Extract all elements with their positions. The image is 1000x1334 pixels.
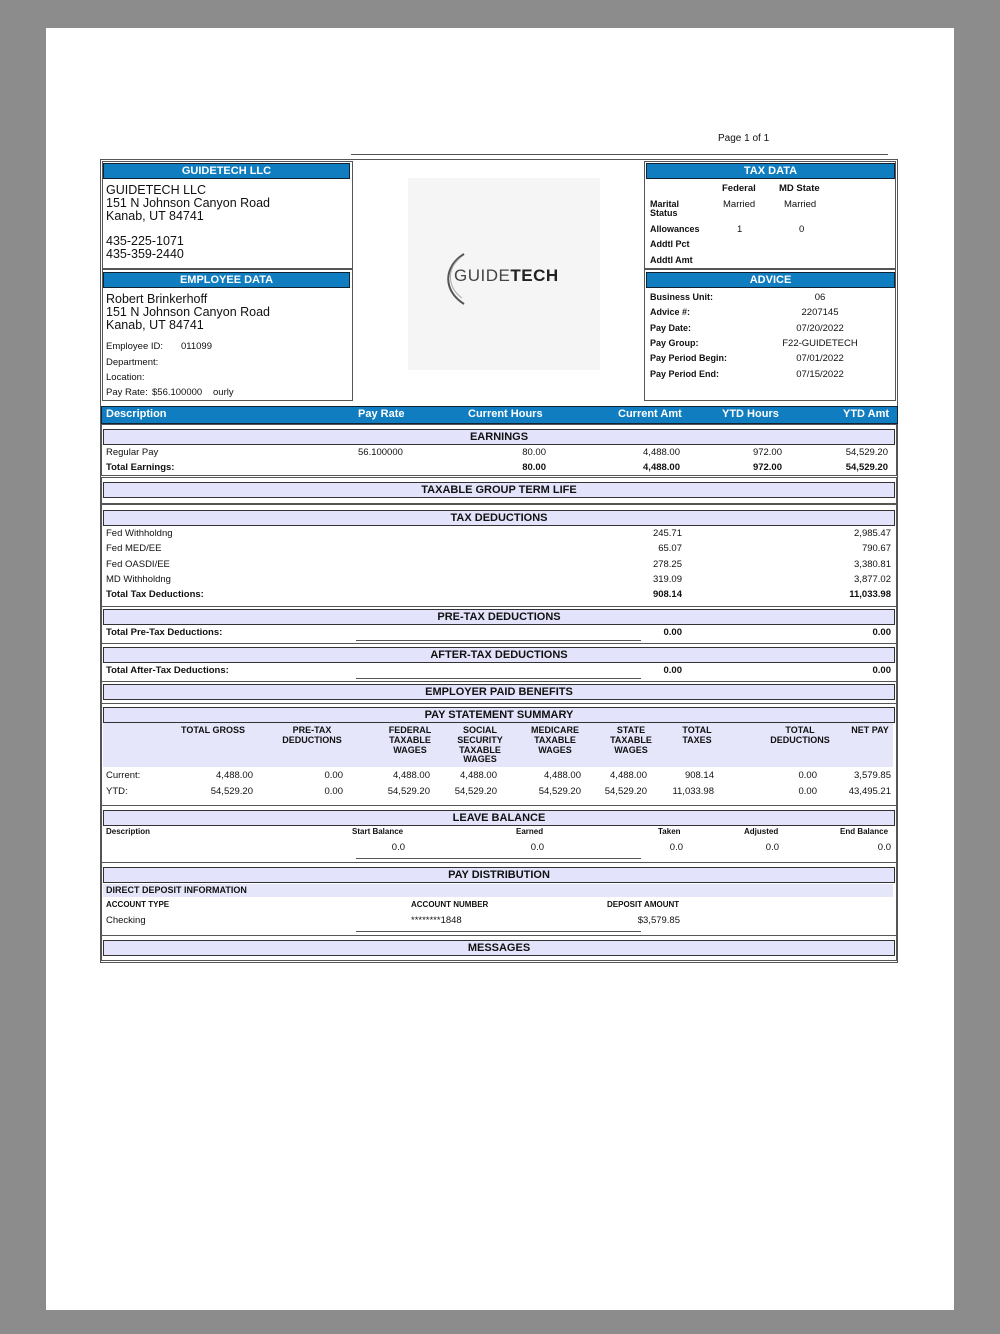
after-tax-total-amt: 0.00: [663, 665, 682, 676]
paystub-page: [46, 28, 954, 1310]
advice-row-label: Pay Date:: [650, 322, 692, 333]
tax-row-amt: 278.25: [652, 558, 682, 570]
advice-header: ADVICE: [646, 272, 895, 288]
summary-current-value: 3,579.85: [854, 770, 891, 781]
summary-col-header: SECURITY: [457, 734, 503, 745]
summary-col-header: DEDUCTIONS: [282, 734, 342, 745]
summary-current-value: 0.00: [324, 770, 343, 781]
marital-state: Married: [784, 199, 817, 210]
pay-rate-suffix: ourly: [213, 387, 234, 398]
total-earnings-amt: 4,488.00: [643, 462, 680, 473]
regular-pay-rate: 56.100000: [358, 447, 403, 458]
employee-header: EMPLOYEE DATA: [103, 272, 350, 288]
summary-current-value: 4,488.00: [393, 770, 430, 781]
account-type-col: ACCOUNT TYPE: [106, 900, 170, 909]
summary-col-header: MEDICARE: [530, 725, 579, 735]
tax-row-label: MD Withholdng: [106, 573, 171, 585]
logo-text: [454, 267, 559, 284]
pre-tax-rule: [356, 640, 641, 641]
regular-pay-ytd-hours: 972.00: [752, 447, 782, 458]
advice-row-label: Pay Period End:: [650, 368, 720, 379]
advice-row-value: 07/15/2022: [796, 368, 844, 380]
tax-col-state: MD State: [779, 183, 820, 194]
summary-ytd-value: 0.00: [324, 786, 343, 797]
advice-row-value: 07/20/2022: [796, 322, 844, 334]
summary-col-header: TAXABLE: [459, 744, 501, 755]
leave-rule: [356, 858, 641, 859]
tax-row-ytd: 2,985.47: [854, 528, 891, 539]
total-earnings-ytd-amt: 54,529.20: [845, 462, 888, 473]
after-tax-total-ytd: 0.00: [872, 665, 891, 676]
employer-benefits-header: EMPLOYER PAID BENEFITS: [103, 684, 895, 700]
summary-ytd-value: 54,529.20: [604, 786, 647, 797]
total-earnings-ytd-hours: 972.00: [752, 462, 782, 473]
pre-tax-total-label: Total Pre-Tax Deductions:: [106, 627, 223, 638]
tax-row-ytd: 3,877.02: [854, 573, 891, 585]
distribution-header: PAY DISTRIBUTION: [103, 867, 895, 883]
col-current-amt: Current Amt: [618, 408, 682, 420]
regular-pay-amt: 4,488.00: [643, 447, 680, 458]
regular-pay-label: Regular Pay: [106, 447, 159, 458]
leave-col-header: Taken: [658, 827, 681, 836]
pay-rate-value: $56.100000: [152, 387, 203, 398]
summary-ytd-value: 0.00: [798, 786, 817, 797]
tax-col-federal: Federal: [722, 183, 756, 194]
summary-current-value: 4,488.00: [460, 770, 497, 781]
leave-value: 0.0: [530, 842, 544, 853]
total-earnings-hours: 80.00: [522, 462, 546, 473]
col-ytd-amt: YTD Amt: [843, 408, 890, 420]
regular-pay-ytd-amt: 54,529.20: [845, 447, 888, 458]
summary-col-header: TOTAL: [785, 725, 815, 735]
summary-current-value: 0.00: [798, 770, 817, 781]
total-tax-amt: 908.14: [652, 589, 682, 600]
leave-col-header: Adjusted: [744, 827, 779, 836]
tax-row-amt: 65.07: [658, 543, 682, 555]
summary-current-value: 4,488.00: [610, 770, 647, 781]
account-number-value: ********1848: [411, 915, 462, 926]
addtl-pct-label: Addtl Pct: [650, 239, 690, 249]
summary-col-header: WAGES: [463, 754, 497, 765]
pre-tax-header: PRE-TAX DEDUCTIONS: [103, 609, 895, 625]
leave-value: 0.0: [765, 842, 779, 853]
company-name: GUIDETECH LLC: [106, 183, 207, 197]
summary-current-label: Current:: [106, 770, 141, 781]
summary-ytd-label: YTD:: [106, 786, 128, 797]
advice-box: [644, 269, 896, 401]
leave-header: LEAVE BALANCE: [103, 810, 895, 826]
leave-value: 0.0: [877, 842, 891, 853]
employee-id-label: Employee ID:: [106, 341, 164, 352]
logo-text-light: GUIDE: [454, 266, 511, 285]
advice-row-label: Advice #:: [650, 307, 691, 318]
leave-col-header: Start Balance: [352, 827, 404, 836]
after-tax-header: AFTER-TAX DEDUCTIONS: [103, 647, 895, 663]
summary-header: PAY STATEMENT SUMMARY: [103, 707, 895, 723]
col-current-hours: Current Hours: [468, 408, 543, 420]
company-header: GUIDETECH LLC: [103, 163, 350, 179]
summary-col-header: PRE-TAX: [292, 725, 332, 735]
summary-col-header: SOCIAL: [462, 725, 497, 735]
earnings-header: EARNINGS: [103, 429, 895, 445]
leave-col-header: Description: [106, 827, 151, 836]
summary-col-header: FEDERAL: [388, 725, 432, 735]
total-earnings-label: Total Earnings:: [106, 462, 175, 473]
messages-header: MESSAGES: [103, 940, 895, 956]
deposit-amount-col: DEPOSIT AMOUNT: [607, 900, 680, 909]
company-phone1: 435-225-1071: [106, 234, 184, 248]
marital-label-1: Marital: [650, 199, 680, 209]
total-tax-label: Total Tax Deductions:: [106, 589, 204, 600]
company-phone2: 435-359-2440: [106, 247, 184, 261]
col-pay-rate: Pay Rate: [358, 408, 405, 420]
marital-federal: Married: [723, 199, 756, 210]
tax-row-label: Fed OASDI/EE: [106, 558, 170, 570]
leave-col-header: Earned: [516, 827, 544, 836]
advice-row-value: F22-GUIDETECH: [782, 337, 858, 349]
page-label: Page 1 of 1: [718, 133, 770, 144]
summary-ytd-value: 11,033.98: [672, 786, 714, 797]
regular-pay-hours: 80.00: [522, 447, 546, 458]
deposit-info-header: DIRECT DEPOSIT INFORMATION: [106, 885, 247, 895]
summary-col-header: TOTAL: [682, 725, 712, 735]
summary-ytd-value: 54,529.20: [538, 786, 581, 797]
summary-col-header: STATE: [616, 725, 646, 735]
distribution-rule: [356, 931, 641, 932]
col-description: Description: [106, 408, 167, 420]
leave-value: 0.0: [669, 842, 683, 853]
tax-row-amt: 245.71: [652, 528, 682, 539]
department-label: Department:: [106, 357, 159, 368]
summary-ytd-value: 54,529.20: [387, 786, 430, 797]
allowances-label: Allowances: [650, 224, 700, 234]
addtl-amt-label: Addtl Amt: [650, 255, 693, 265]
deposit-amount-value: $3,579.85: [637, 915, 680, 926]
summary-current-value: 4,488.00: [216, 770, 253, 781]
tax-row-label: Fed MED/EE: [106, 543, 162, 555]
summary-col-header: DEDUCTIONS: [770, 734, 830, 745]
tax-row-label: Fed Withholdng: [106, 528, 173, 539]
employee-address2: Kanab, UT 84741: [106, 318, 204, 332]
advice-row-value: 2207145: [801, 307, 839, 319]
total-tax-ytd: 11,033.98: [849, 589, 891, 600]
advice-row-label: Pay Group:: [650, 337, 699, 348]
col-ytd-hours: YTD Hours: [722, 408, 779, 420]
summary-col-header: TOTAL GROSS: [180, 725, 245, 735]
tax-row-ytd: 790.67: [861, 543, 891, 555]
marital-label-2: Status: [650, 208, 678, 218]
summary-current-value: 908.14: [684, 770, 714, 781]
tax-row-amt: 319.09: [652, 573, 682, 585]
account-type-value: Checking: [106, 915, 146, 926]
summary-ytd-value: 43,495.21: [848, 786, 891, 797]
advice-row-label: Business Unit:: [650, 292, 714, 302]
company-logo: [408, 178, 600, 370]
employee-address1: 151 N Johnson Canyon Road: [106, 305, 271, 319]
location-label: Location:: [106, 372, 145, 383]
summary-col-header: WAGES: [538, 744, 572, 755]
advice-row-value: 07/01/2022: [796, 353, 844, 365]
company-address1: 151 N Johnson Canyon Road: [106, 196, 271, 210]
company-address2: Kanab, UT 84741: [106, 209, 204, 223]
summary-col-header: WAGES: [393, 744, 427, 755]
pay-rate-label: Pay Rate:: [106, 387, 148, 398]
advice-row-value: 06: [814, 292, 826, 303]
summary-col-header: WAGES: [614, 744, 648, 755]
top-rule: [351, 154, 888, 155]
summary-col-header: TAXES: [682, 734, 712, 745]
pre-tax-total-ytd: 0.00: [872, 627, 891, 638]
after-tax-total-label: Total After-Tax Deductions:: [106, 665, 229, 676]
summary-ytd-value: 54,529.20: [454, 786, 497, 797]
after-tax-rule: [356, 678, 641, 679]
employee-id-value: 011099: [181, 341, 212, 352]
group-term-life-header: TAXABLE GROUP TERM LIFE: [103, 482, 895, 498]
pre-tax-total-amt: 0.00: [663, 627, 682, 638]
summary-col-header: NET PAY: [851, 725, 889, 735]
logo-text-bold: TECH: [510, 266, 559, 285]
employee-name: Robert Brinkerhoff: [106, 292, 208, 306]
leave-value: 0.0: [391, 842, 405, 853]
summary-col-header: TAXABLE: [534, 734, 576, 745]
tax-row-ytd: 3,380.81: [854, 558, 891, 570]
allowances-federal: 1: [737, 224, 743, 235]
leave-col-header: End Balance: [840, 827, 889, 836]
summary-col-header: TAXABLE: [610, 734, 652, 745]
summary-col-header: TAXABLE: [389, 734, 431, 745]
summary-current-value: 4,488.00: [544, 770, 581, 781]
summary-ytd-value: 54,529.20: [210, 786, 253, 797]
allowances-state: 0: [799, 224, 805, 235]
account-number-col: ACCOUNT NUMBER: [411, 900, 489, 909]
tax-deductions-header: TAX DEDUCTIONS: [103, 510, 895, 526]
tax-data-header: TAX DATA: [646, 163, 895, 179]
advice-row-label: Pay Period Begin:: [650, 353, 728, 364]
